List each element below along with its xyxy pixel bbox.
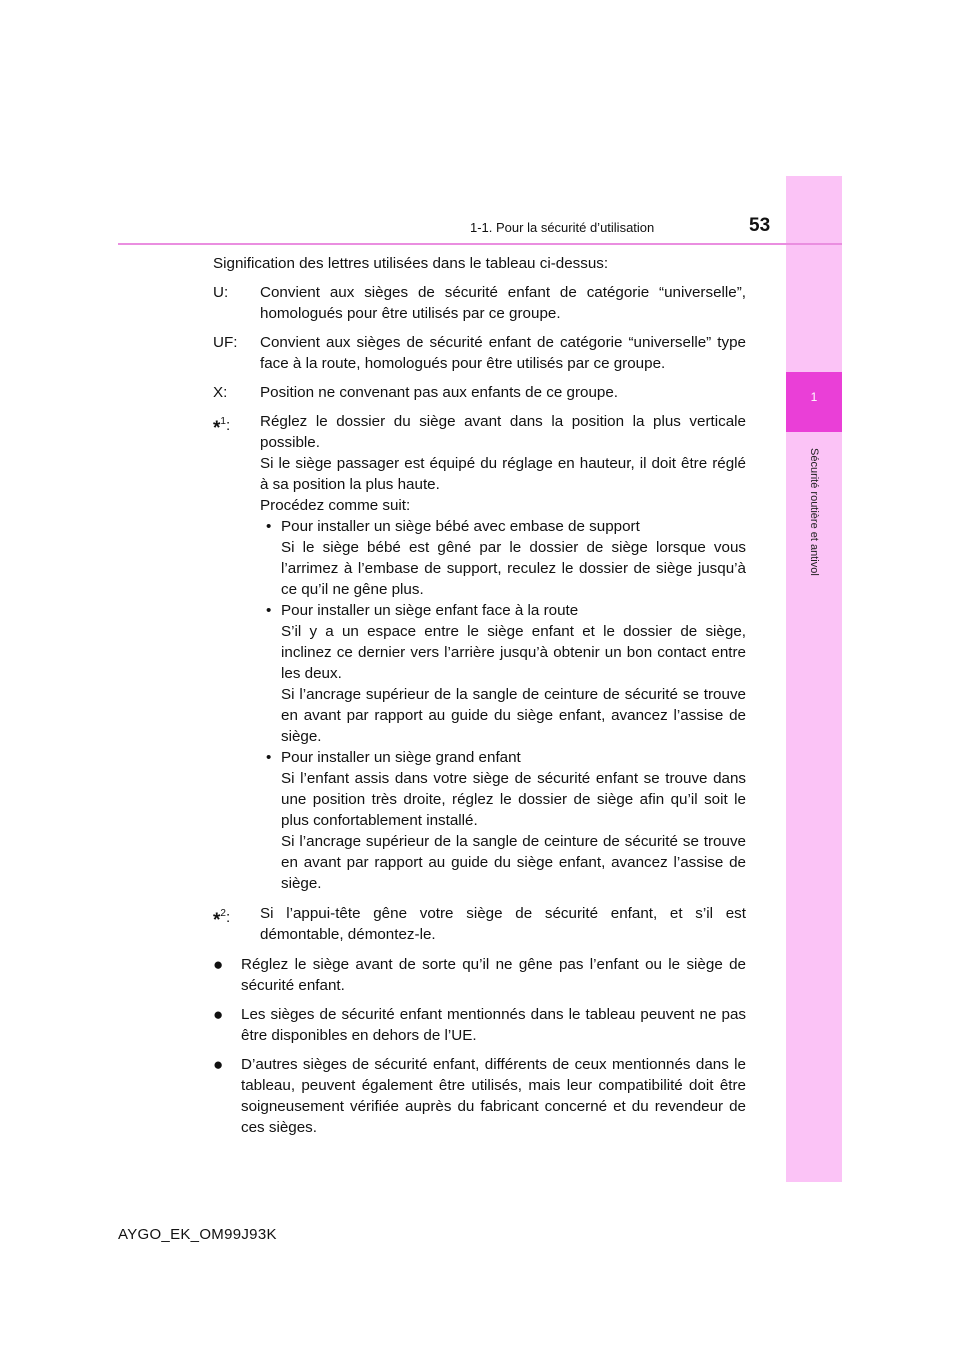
intro-text: Signification des lettres utilisées dans le tableau ci-dessus:	[213, 255, 609, 272]
bullet-paragraph: S’il y a un espace entre le siège enfant et le dossier de siège, inclinez ce dernier vers l’arrière jusqu’à obtenir un bon contact entre les deux.	[281, 623, 746, 682]
bullet-item	[260, 516, 746, 600]
footnote-marker	[213, 903, 260, 945]
circle-bullet-icon: ●	[213, 1055, 224, 1074]
chapter-number: 1	[810, 390, 818, 404]
bullet-body	[281, 600, 746, 747]
bullet-body	[281, 516, 746, 600]
chapter-label: Sécurité routière et antivol	[808, 448, 820, 576]
footnote-text: Si l’appui-tête gêne votre siège de sécurité enfant, et s’il est démontable, démontez-le.	[260, 905, 746, 943]
footnote-marker	[213, 411, 260, 894]
bullet-paragraph: Si le siège bébé est gêné par le dossier de siège lorsque vous l’arrimez à l’embase de support, reculez le dossier de siège jusqu’à ce qu’il ne gêne plus.	[281, 539, 746, 598]
footnote-line: Si le siège passager est équipé du réglage en hauteur, il doit être réglé à sa position la plus haute.	[260, 455, 746, 493]
chapter-side-tab	[786, 176, 842, 1182]
definition-text: Convient aux sièges de sécurité enfant de catégorie “universelle”, homologués pour être utilisés par ce groupe.	[260, 284, 746, 322]
definition-key: X:	[213, 384, 228, 401]
circle-bullet-icon: ●	[213, 1005, 224, 1024]
bullet-dot-icon: •	[266, 749, 272, 766]
bullet-paragraph: Si l’enfant assis dans votre siège de sécurité enfant se trouve dans une position très droite, réglez le dossier de siège afin qu’il soit le plus confortablement installé.	[281, 770, 746, 829]
footnote-colon: :	[225, 909, 231, 926]
bullet-body	[281, 747, 746, 894]
bullet-title: Pour installer un siège enfant face à la route	[281, 602, 579, 619]
notice-item	[213, 954, 746, 996]
footnote-2	[213, 903, 746, 945]
footnote-line: Réglez le dossier du siège avant dans la position la plus verticale possible.	[260, 413, 746, 451]
footnote-body	[260, 411, 746, 894]
circle-bullet-icon: ●	[213, 955, 224, 974]
bullet-item	[260, 747, 746, 894]
footnote-colon: :	[225, 417, 231, 434]
footnote-number: 2	[220, 908, 226, 919]
definition-uf	[213, 332, 746, 374]
bullet-paragraph: Si l’ancrage supérieur de la sangle de ceinture de sécurité se trouve en avant par rapport au guide du siège enfant, avancez l’assise de siège.	[281, 833, 746, 892]
footnote-1	[213, 411, 746, 894]
notice-text: Réglez le siège avant de sorte qu’il ne gêne pas l’enfant ou le siège de sécurité enfant.	[241, 956, 746, 994]
footnote-number: 1	[220, 416, 226, 427]
page-content	[213, 253, 746, 1146]
asterisk-icon: *	[213, 910, 221, 931]
bullet-title: Pour installer un siège bébé avec embase de support	[281, 518, 640, 535]
bullet-item	[260, 600, 746, 747]
bullet-title: Pour installer un siège grand enfant	[281, 749, 521, 766]
asterisk-icon: *	[213, 418, 221, 439]
footnote-body	[260, 903, 746, 945]
definition-u	[213, 282, 746, 324]
notice-item	[213, 1004, 746, 1046]
definition-key: U:	[213, 284, 229, 301]
bullet-dot-icon: •	[266, 518, 272, 535]
document-code: AYGO_EK_OM99J93K	[118, 1226, 277, 1243]
bullet-paragraph: Si l’ancrage supérieur de la sangle de ceinture de sécurité se trouve en avant par rapport au guide du siège enfant, avancez l’assise de siège.	[281, 686, 746, 745]
definition-text: Position ne convenant pas aux enfants de ce groupe.	[260, 384, 619, 401]
footnote-line: Procédez comme suit:	[260, 497, 411, 514]
notice-item	[213, 1054, 746, 1138]
section-title: 1-1. Pour la sécurité d’utilisation	[470, 220, 655, 235]
definition-key: UF:	[213, 334, 238, 351]
notice-text: Les sièges de sécurité enfant mentionnés dans le tableau peuvent ne pas être disponibles en dehors de l’UE.	[241, 1006, 746, 1044]
bullet-dot-icon: •	[266, 602, 272, 619]
page-number: 53	[749, 215, 771, 236]
definition-x	[213, 382, 746, 403]
notice-text: D’autres sièges de sécurité enfant, différents de ceux mentionnés dans le tableau, peuvent également être utilisés, mais leur compatibilité doit être soigneusement vérifiée auprès du fabricant concerné et du revendeur de ces sièges.	[241, 1056, 746, 1136]
chapter-number-tab	[786, 372, 842, 432]
header-rule	[118, 243, 842, 245]
definition-text: Convient aux sièges de sécurité enfant de catégorie “universelle” type face à la route, homologués pour être utilisés par ce groupe.	[260, 334, 746, 372]
